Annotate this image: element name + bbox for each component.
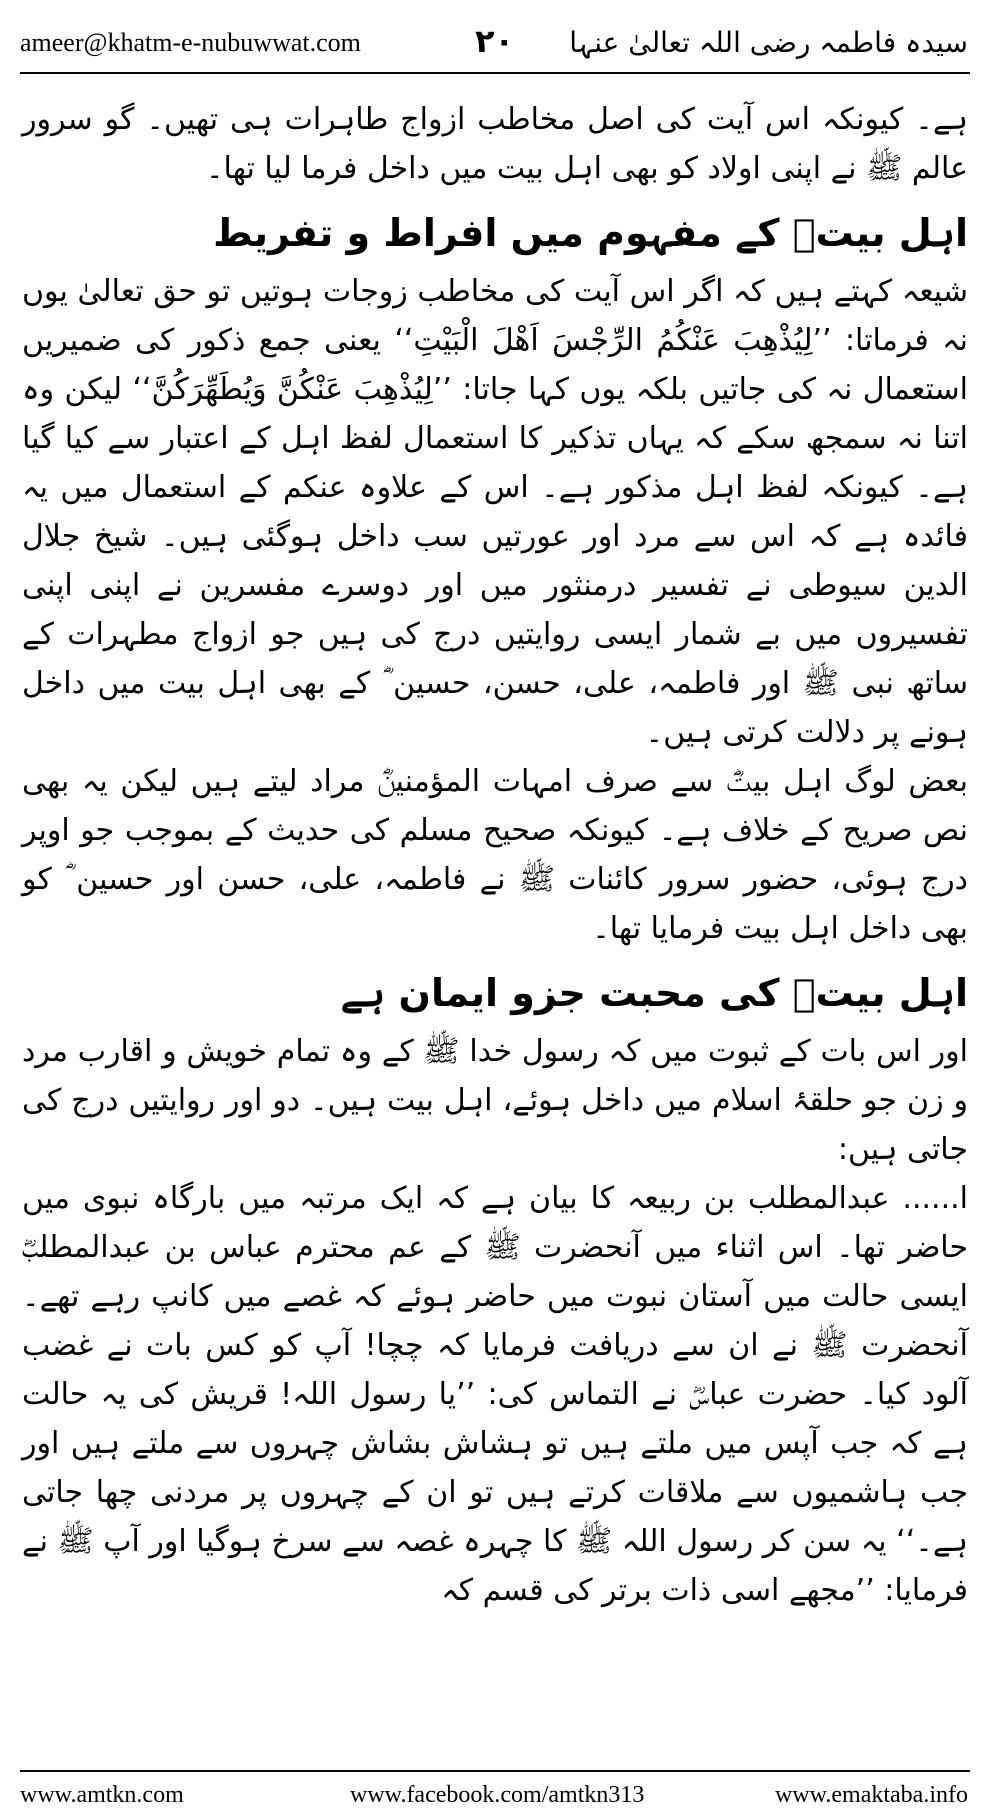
page-footer (20, 1782, 968, 1812)
section-heading-2: اہل بیتؓ کی محبت جزو ایمان ہے (340, 971, 968, 1015)
book-title: سیدہ فاطمہ رضی اللہ تعالیٰ عنہا (569, 26, 968, 59)
page-header (20, 22, 968, 62)
header-rule (20, 72, 970, 74)
paragraph-3: اور اس بات کے ثبوت میں کہ رسول خدا ﷺ کے وہ تمام خویش و اقارب مرد و زن جو حلقۂ اسلام میں داخل ہوئے، اہل بیت ہیں۔ دو اور روایتیں درج کی جاتی ہیں: (22, 1034, 968, 1167)
page-number: ۲۰ (475, 22, 515, 60)
footer-link-facebook[interactable]: www.facebook.com/amtkn313 (350, 1782, 645, 1808)
footer-link-amtkn[interactable]: www.amtkn.com (20, 1782, 184, 1808)
footer-link-emaktaba[interactable]: www.emaktaba.info (774, 1782, 968, 1808)
header-email[interactable]: ameer@khatm-e-nubuwwat.com (20, 28, 361, 57)
paragraph-1: شیعہ کہتے ہیں کہ اگر اس آیت کی مخاطب زوجات ہوتیں تو حق تعالیٰ یوں نہ فرماتا: ’’لِيُذْهِبَ عَنْكُمُ الرِّجْسَ اَهْلَ الْبَيْتِ‘‘ یعنی جمع ذکور کی ضمیریں استعمال نہ کی جاتیں بلکہ یوں کہا جاتا: ’’لِيُذْهِبَ عَنْكُنَّ وَيُطَهِّرَكُنَّ‘‘ لیکن وہ اتنا نہ سمجھ سکے کہ یہاں تذکیر کا استعمال لفظ اہل کے اعتبار سے کیا گیا ہے۔ کیونکہ لفظ اہل مذکور ہے۔ اس کے علاوہ عنکم کے استعمال میں یہ فائدہ ہے کہ اس سے مرد اور عورتیں سب داخل ہوگئی ہیں۔ شیخ جلال الدین سیوطی نے تفسیر درمنثور میں اور دوسرے مفسرین نے اپنی اپنی تفسیروں میں بے شمار ایسی روایتیں درج کی ہیں جو ازواج مطہرات کے ساتھ نبی ﷺ اور فاطمہ، علی، حسن، حسین ؓ کے بھی اہل بیت میں داخل ہونے پر دلالت کرتی ہیں۔ (22, 274, 968, 750)
paragraph-2: بعض لوگ اہل بیتؓ سے صرف امہات المؤمنینؓ مراد لیتے ہیں لیکن یہ بھی نص صریح کے خلاف ہے۔ کیونکہ صحیح مسلم کی حدیث کے بموجب جو اوپر درج ہوئی، حضور سرور کائنات ﷺ نے فاطمہ، علی، حسن اور حسین ؓ کو بھی داخل اہل بیت فرمایا تھا۔ (22, 764, 968, 946)
page-body (22, 95, 968, 1615)
paragraph-4: ا...... عبدالمطلب بن ربیعہ کا بیان ہے کہ ایک مرتبہ میں بارگاہ نبوی میں حاضر تھا۔ اس اثناء میں آنحضرت ﷺ کے عم محترم عباس بن عبدالمطلبؓ ایسی حالت میں آستان نبوت میں حاضر ہوئے کہ غصے میں کانپ رہے تھے۔ آنحضرت ﷺ نے ان سے دریافت فرمایا کہ چچا! آپ کو کس بات نے غضب آلود کیا۔ حضرت عباسؓ نے التماس کی: ’’یا رسول اللہ! قریش کی یہ حالت ہے کہ جب آپس میں ملتے ہیں تو ہشاش بشاش چہروں سے ملتے ہیں اور جب ہاشمیوں سے ملاقات کرتے ہیں تو ان کے چہروں پر مردنی چھا جاتی ہے۔‘‘ یہ سن کر رسول اللہ ﷺ کا چہرہ غصہ سے سرخ ہوگیا اور آپ ﷺ نے فرمایا: ’’مجھے اسی ذات برتر کی قسم کہ (22, 1181, 969, 1608)
section-heading-1: اہل بیتؓ کے مفہوم میں افراط و تفریط (213, 211, 968, 255)
intro-paragraph: ہے۔ کیونکہ اس آیت کی اصل مخاطب ازواج طاہرات ہی تھیں۔ گو سرور عالم ﷺ نے اپنی اولاد کو بھی اہل بیت میں داخل فرما لیا تھا۔ (22, 102, 968, 186)
footer-rule (20, 1770, 970, 1772)
